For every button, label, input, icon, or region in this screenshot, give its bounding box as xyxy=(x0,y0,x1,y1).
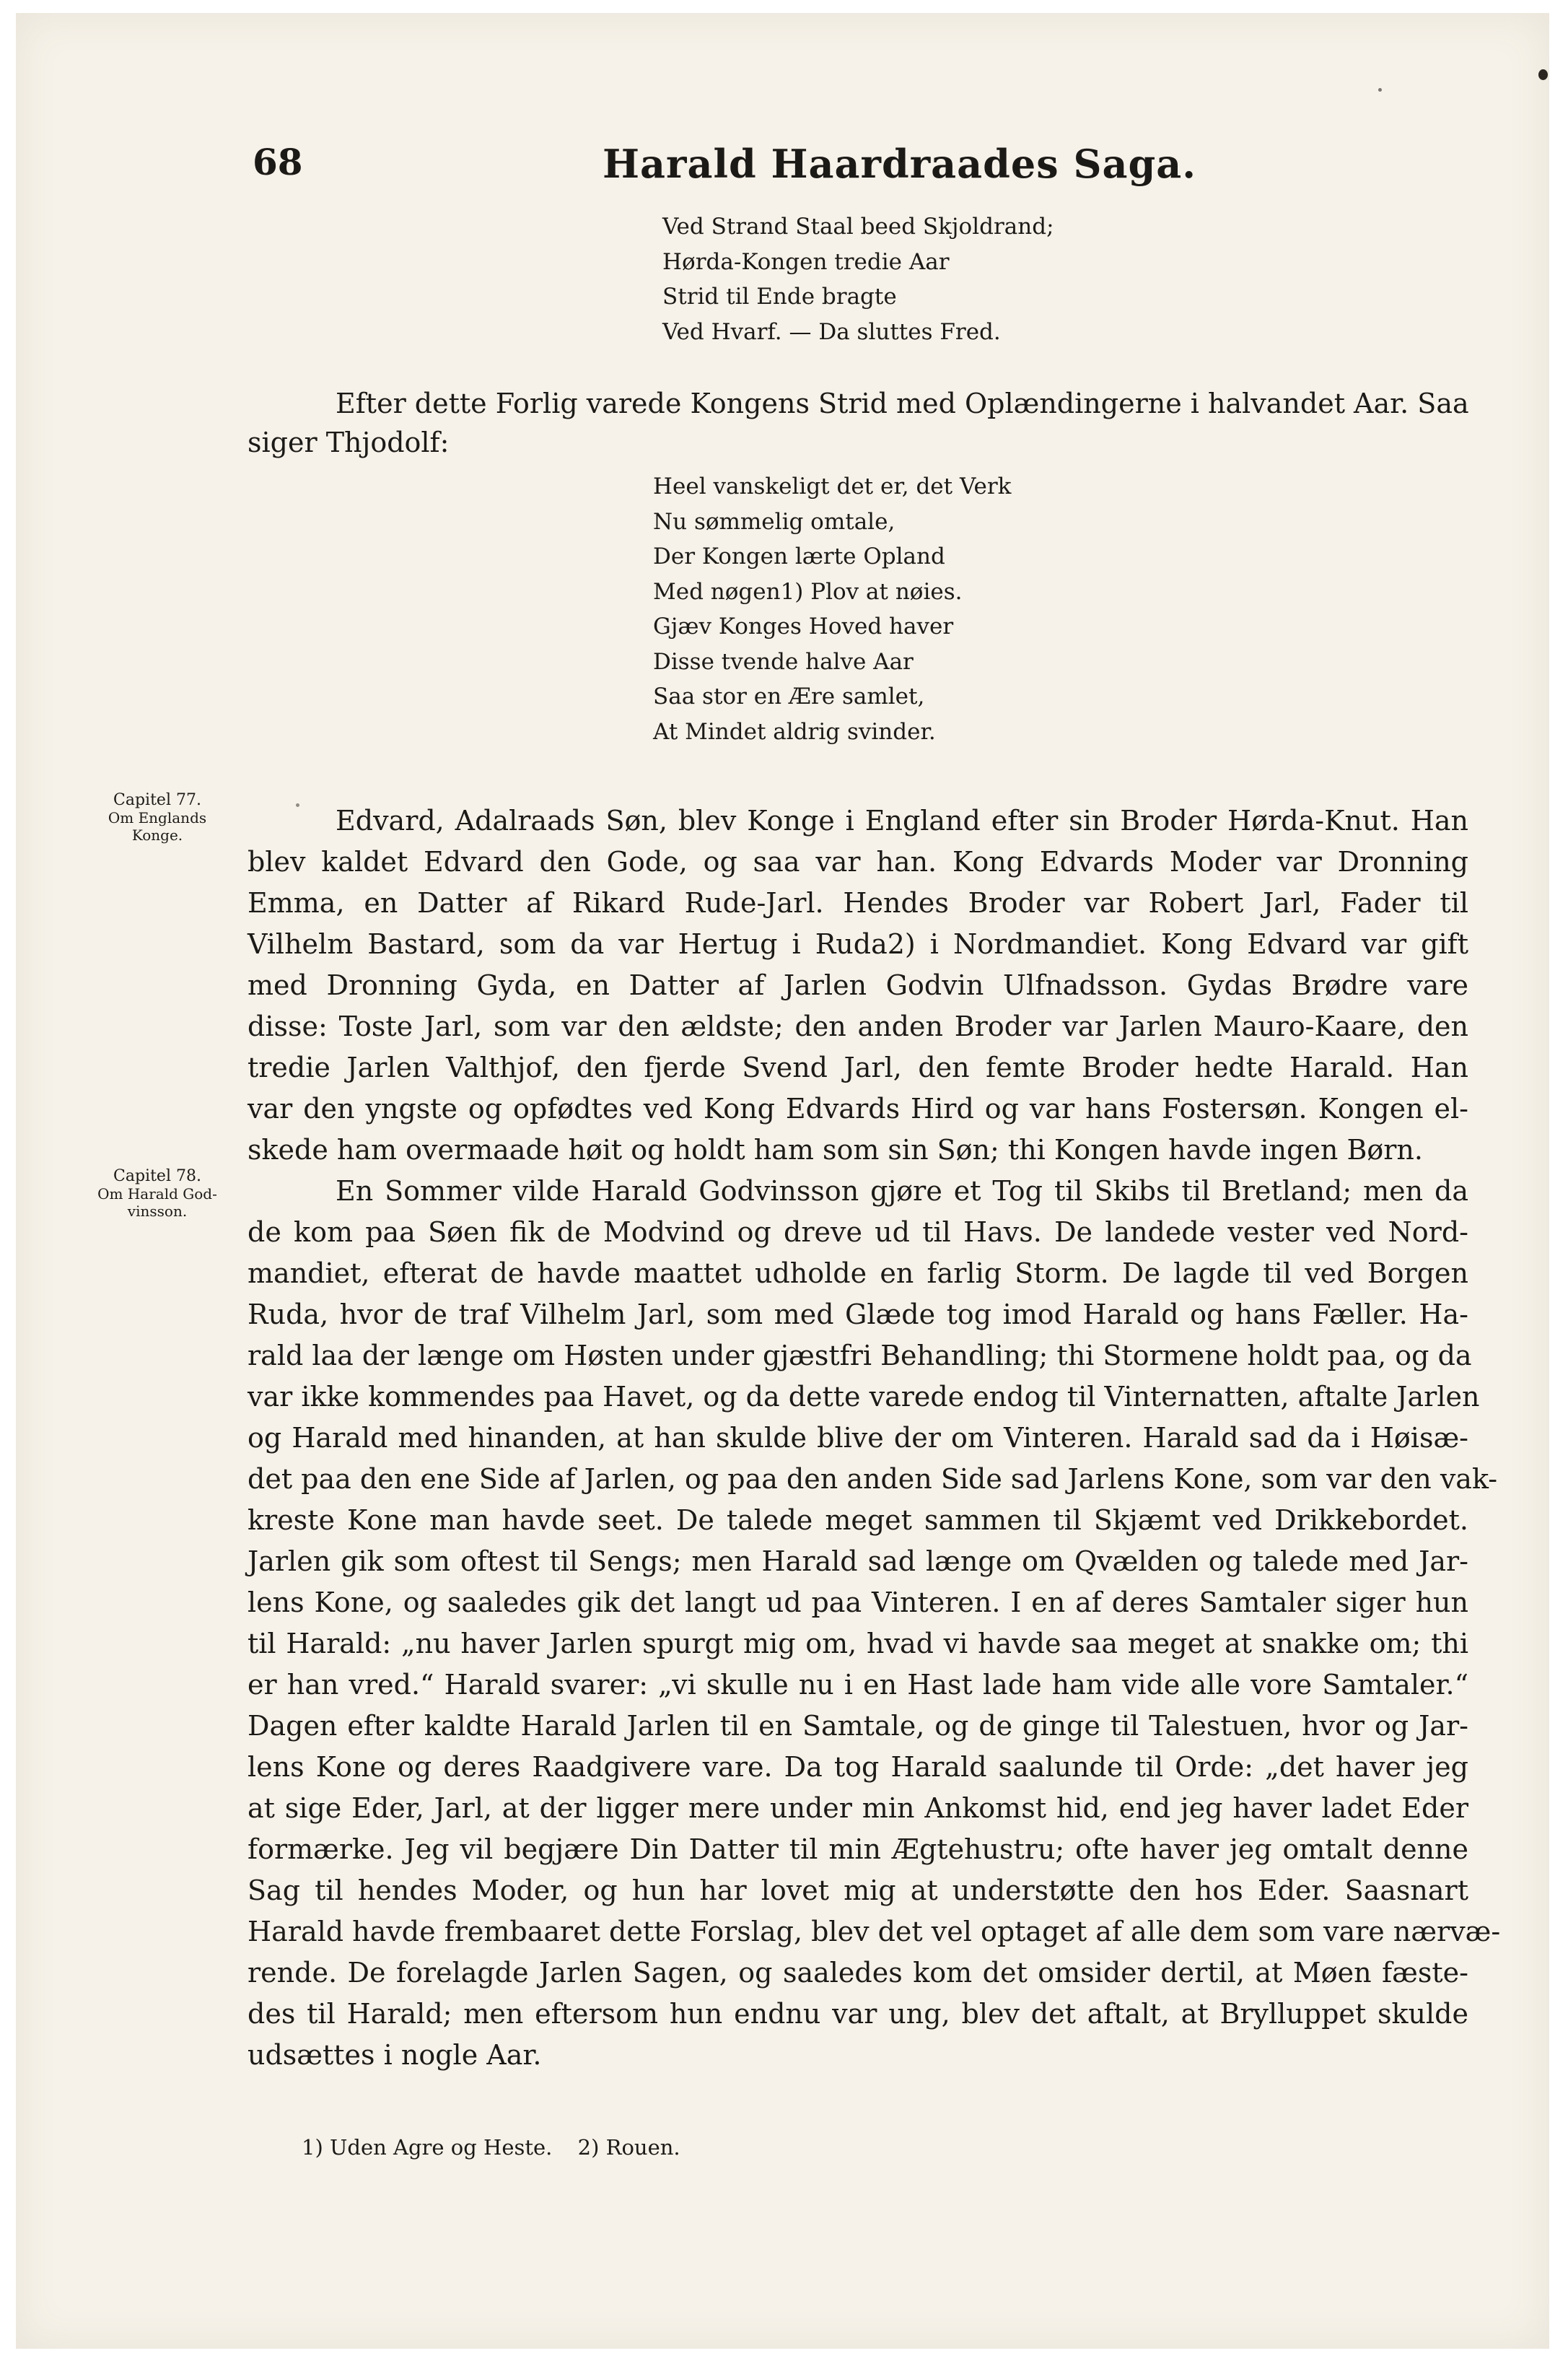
paragraph-line: var den yngste og opfødtes ved Kong Edvards Hird og var hans Fostersøn. Kongen el- xyxy=(248,1093,1468,1125)
paragraph-line: Emma, en Datter af Rikard Rude-Jarl. Hendes Broder var Robert Jarl, Fader til xyxy=(248,887,1468,919)
footnote: 2) Rouen. xyxy=(577,2135,680,2160)
paragraph-line: disse: Toste Jarl, som var den ældste; den anden Broder var Jarlen Mauro-Kaare, den xyxy=(248,1011,1468,1042)
margin-note-line: Konge. xyxy=(131,826,183,844)
paragraph-line: tredie Jarlen Valthjof, den fjerde Svend Jarl, den femte Broder hedte Harald. Han xyxy=(248,1052,1468,1083)
margin-note-chapter-77 xyxy=(78,792,237,844)
verse-line: Nu sømmelig omtale, xyxy=(653,508,895,535)
paragraph-line: des til Harald; men eftersom hun endnu var ung, blev det aftalt, at Brylluppet skulde xyxy=(248,1998,1468,2030)
footnotes xyxy=(302,2133,699,2162)
paragraph-line: rald laa der længe om Høsten under gjæstfri Behandling; thi Stormene holdt paa, og da xyxy=(248,1340,1472,1371)
margin-note-line: vinsson. xyxy=(127,1203,188,1220)
paragraph-line: Sag til hendes Moder, og hun har lovet mig at understøtte den hos Eder. Saasnart xyxy=(248,1875,1468,1906)
margin-note-chapter-78 xyxy=(78,1168,237,1220)
paragraph-line: de kom paa Søen fik de Modvind og dreve ud til Havs. De landede vester ved Nord- xyxy=(248,1216,1468,1248)
paragraph-line: det paa den ene Side af Jarlen, og paa den anden Side sad Jarlens Kone, som var den vak- xyxy=(248,1463,1498,1495)
paragraph-line: til Harald: „nu haver Jarlen spurgt mig om, hvad vi havde saa meget at snakke om; thi xyxy=(248,1628,1468,1659)
verse-line: Ved Hvarf. — Da sluttes Fred. xyxy=(662,318,1001,345)
margin-note-line: Om Harald God- xyxy=(97,1185,217,1203)
paragraph-line: udsættes i nogle Aar. xyxy=(248,2039,542,2071)
margin-note-line: Capitel 77. xyxy=(113,791,201,809)
paragraph-line: er han vred.“ Harald svarer: „vi skulle nu i en Hast lade ham vide alle vore Samtaler.“ xyxy=(248,1669,1468,1701)
paragraph-line: skede ham overmaade høit og holdt ham som sin Søn; thi Kongen havde ingen Børn. xyxy=(248,1134,1423,1166)
ink-spot xyxy=(1538,69,1548,80)
paragraph-line: Vilhelm Bastard, som da var Hertug i Ruda2) i Nordmandiet. Kong Edvard var gift xyxy=(248,928,1468,960)
paragraph-line: Efter dette Forlig varede Kongens Strid med Oplændingerne i halvandet Aar. Saa xyxy=(336,388,1469,419)
paragraph-line: var ikke kommendes paa Havet, og da dette varede endog til Vinternatten, aftalte Jarlen xyxy=(248,1381,1480,1413)
verse-line: Saa stor en Ære samlet, xyxy=(653,684,925,710)
verse-line: Hørda-Kongen tredie Aar xyxy=(662,248,950,275)
margin-note-line: Om Englands xyxy=(108,809,207,826)
verse-line: Gjæv Konges Hoved haver xyxy=(653,614,954,640)
paragraph-line: formærke. Jeg vil begjære Din Datter til min Ægtehustru; ofte haver jeg omtalt denne xyxy=(248,1833,1468,1865)
verse-stanza xyxy=(662,209,1054,349)
verse-line: Ved Strand Staal beed Skjoldrand; xyxy=(662,214,1054,240)
ink-spot xyxy=(1378,88,1382,92)
paragraph-line: lens Kone og deres Raadgivere vare. Da tog Harald saalunde til Orde: „det haver jeg xyxy=(248,1751,1468,1783)
ink-spot xyxy=(296,803,299,807)
paragraph-line: og Harald med hinanden, at han skulde blive der om Vinteren. Harald sad da i Høisæ- xyxy=(248,1422,1468,1454)
paragraph-line: at sige Eder, Jarl, at der ligger mere under min Ankomst hid, end jeg haver ladet Eder xyxy=(248,1792,1468,1824)
verse-line: Der Kongen lærte Opland xyxy=(653,544,945,569)
paragraph-line: blev kaldet Edvard den Gode, og saa var han. Kong Edvards Moder var Dronning xyxy=(248,846,1468,878)
verse-stanza xyxy=(653,469,1011,749)
paragraph-line: Ruda, hvor de traf Vilhelm Jarl, som med Glæde tog imod Harald og hans Fæller. Ha- xyxy=(248,1299,1468,1330)
paragraph-line: rende. De forelagde Jarlen Sagen, og saaledes kom det omsider dertil, at Møen fæste- xyxy=(248,1957,1468,1989)
footnote: 1) Uden Agre og Heste. xyxy=(302,2135,553,2160)
margin-note-line: Capitel 78. xyxy=(113,1167,201,1185)
paragraph-line: Jarlen gik som oftest til Sengs; men Harald sad længe om Qvælden og talede med Jar- xyxy=(248,1545,1468,1577)
paragraph-line: mandiet, efterat de havde maattet udholde en farlig Storm. De lagde til ved Borgen xyxy=(248,1257,1468,1289)
paragraph-line: kreste Kone man havde seet. De talede meget sammen til Skjæmt ved Drikkebordet. xyxy=(248,1504,1468,1536)
verse-line: Disse tvende halve Aar xyxy=(653,648,914,675)
page-number: 68 xyxy=(253,141,303,183)
verse-line: Strid til Ende bragte xyxy=(662,284,897,310)
paragraph-line: lens Kone, og saaledes gik det langt ud paa Vinteren. I en af deres Samtaler siger hun xyxy=(248,1587,1468,1618)
verse-line: At Mindet aldrig svinder. xyxy=(653,718,936,745)
paragraph-line: Dagen efter kaldte Harald Jarlen til en Samtale, og de ginge til Talestuen, hvor og Jar- xyxy=(248,1710,1468,1742)
paragraph-line: En Sommer vilde Harald Godvinsson gjøre et Tog til Skibs til Bretland; men da xyxy=(336,1175,1468,1207)
paragraph-line: siger Thjodolf: xyxy=(248,427,450,458)
verse-line: Med nøgen1) Plov at nøies. xyxy=(653,578,963,605)
paragraph-line: Edvard, Adalraads Søn, blev Konge i England efter sin Broder Hørda-Knut. Han xyxy=(336,805,1468,837)
verse-line: Heel vanskeligt det er, det Verk xyxy=(653,473,1012,499)
running-title: Harald Haardraades Saga. xyxy=(603,141,1197,187)
paragraph-line: Harald havde frembaaret dette Forslag, blev det vel optaget af alle dem som vare nærvæ- xyxy=(248,1916,1501,1947)
paragraph-line: med Dronning Gyda, en Datter af Jarlen Godvin Ulfnadsson. Gydas Brødre vare xyxy=(248,969,1468,1001)
